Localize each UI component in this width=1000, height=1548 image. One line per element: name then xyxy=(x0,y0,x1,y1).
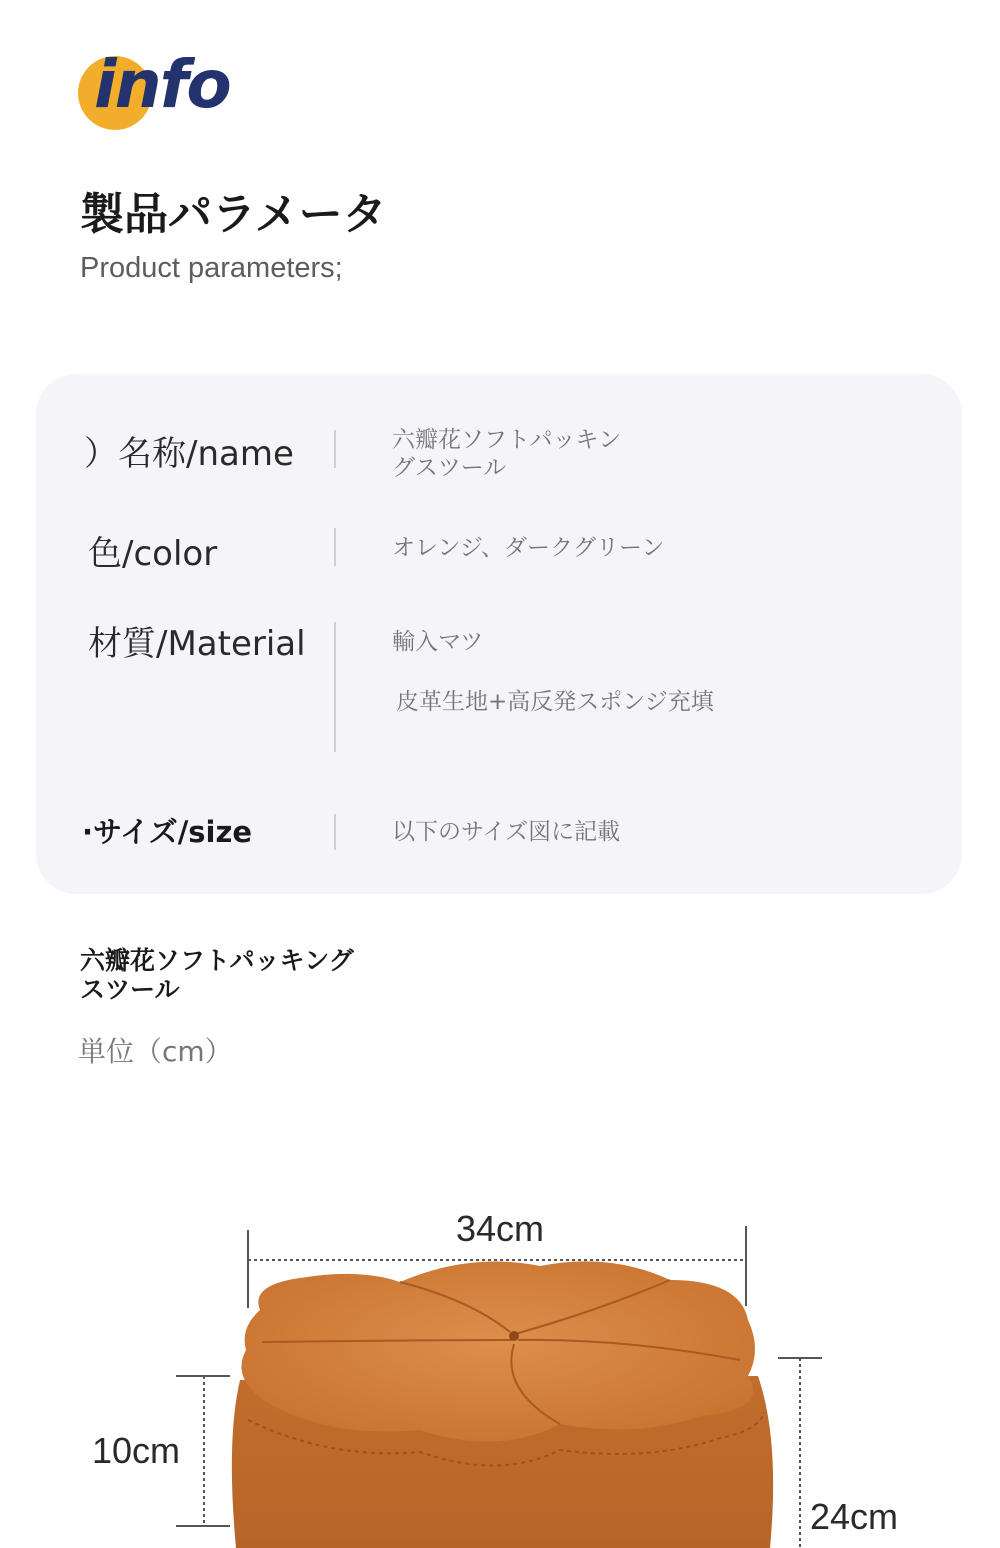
divider xyxy=(334,430,336,468)
param-material-label: 材質/Material xyxy=(88,624,306,664)
page-subtitle: Product parameters; xyxy=(80,252,343,284)
logo-text: info xyxy=(94,46,230,123)
info-logo xyxy=(78,46,248,130)
product-name xyxy=(80,946,400,1004)
product-name-line2: スツール xyxy=(80,975,180,1004)
param-name-value-line2: グスツール xyxy=(392,455,507,481)
stool-top xyxy=(241,1261,755,1441)
stool-button xyxy=(509,1331,519,1341)
param-color-label: 色/color xyxy=(88,534,218,574)
divider xyxy=(334,528,336,566)
parameters-card xyxy=(36,374,962,894)
divider xyxy=(334,814,336,850)
unit-label: 単位（cm） xyxy=(78,1035,233,1068)
total-height-label: 24cm xyxy=(810,1496,899,1537)
divider xyxy=(334,622,336,752)
param-name-value xyxy=(392,426,621,482)
width-label: 34cm xyxy=(456,1208,545,1249)
param-material-value-line1: 輸入マツ xyxy=(392,629,484,655)
param-name-label: ）名称/name xyxy=(84,434,294,474)
seat-height-label: 10cm xyxy=(92,1430,181,1471)
param-name-value-line1: 六瓣花ソフトパッキン xyxy=(392,427,622,453)
param-size-value: 以下のサイズ図に記載 xyxy=(392,819,621,845)
param-color-value: オレンジ、ダークグリーン xyxy=(392,535,665,561)
page-title: 製品パラメータ xyxy=(80,189,387,240)
param-material-value-line2: 皮革生地+高反発スポンジ充填 xyxy=(396,689,714,715)
product-name-line1: 六瓣花ソフトパッキング xyxy=(80,946,354,975)
param-size-label: ·サイズ/size xyxy=(82,815,253,849)
